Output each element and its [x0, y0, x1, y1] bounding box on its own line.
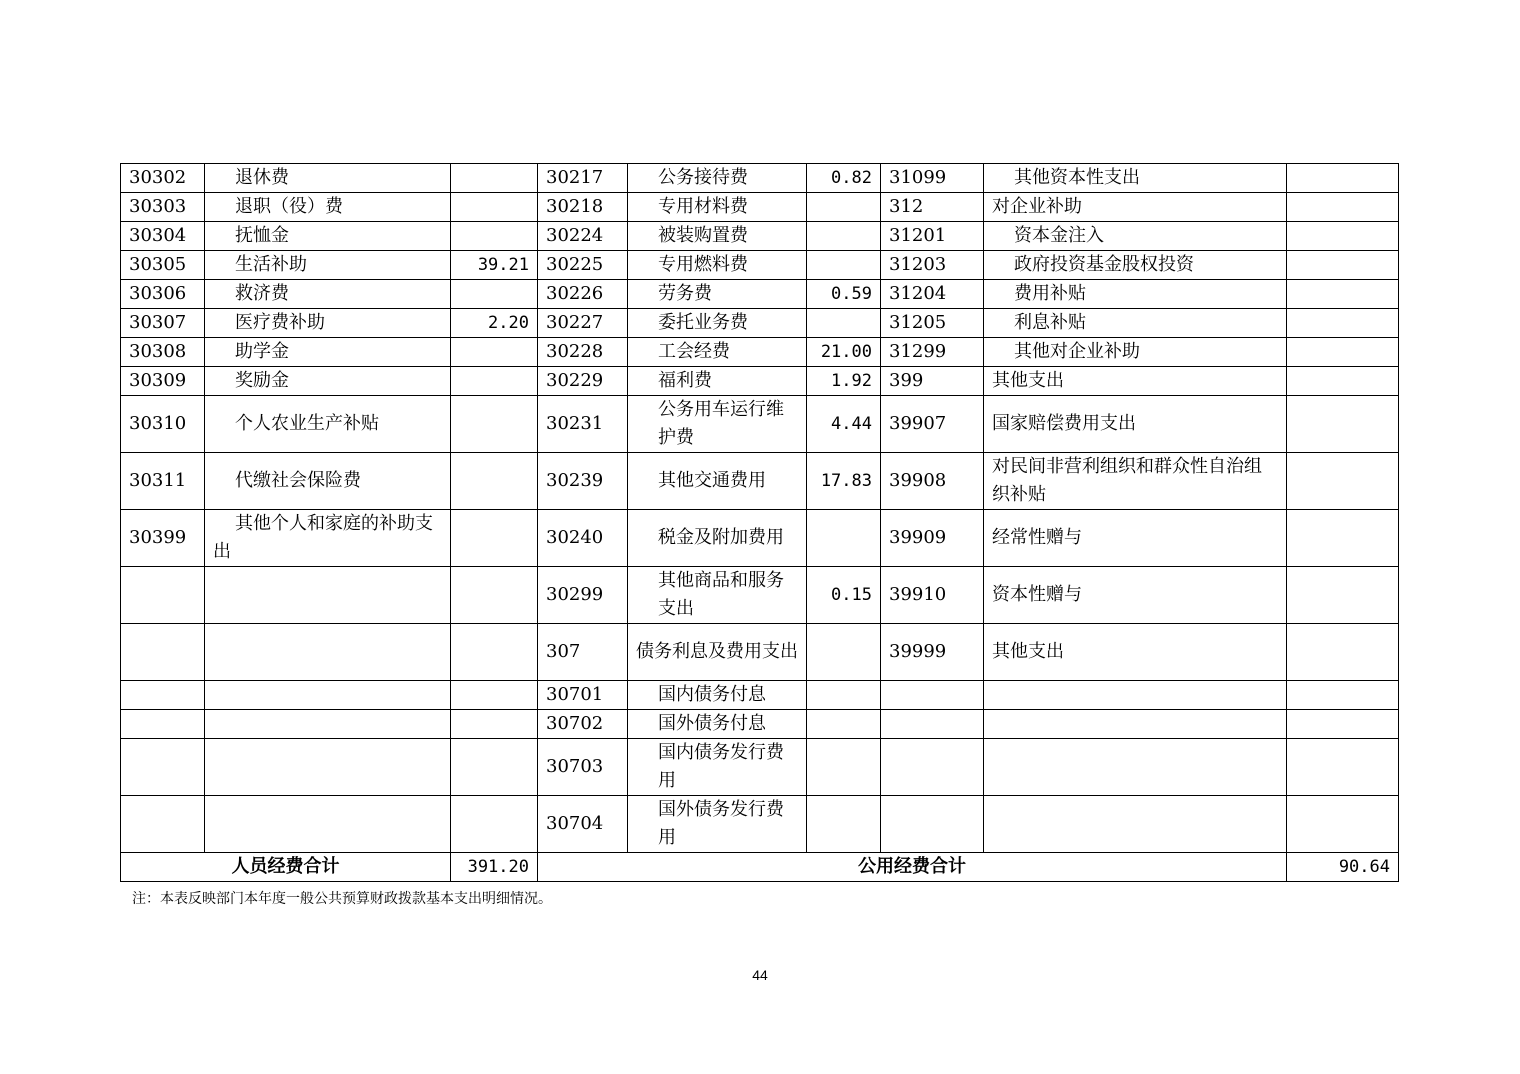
- item-amount: 0.59: [807, 280, 881, 309]
- item-amount: [451, 796, 538, 853]
- item-name: [205, 796, 451, 853]
- item-code: 30306: [121, 280, 205, 309]
- item-code: 30310: [121, 396, 205, 453]
- item-name: 生活补助: [205, 251, 451, 280]
- item-amount: [807, 222, 881, 251]
- table-row: [121, 396, 1399, 453]
- item-name: 被装购置费: [628, 222, 807, 251]
- item-amount: 17.83: [807, 453, 881, 510]
- item-code: 30229: [538, 367, 628, 396]
- table-row: [121, 453, 1399, 510]
- item-code: 31099: [881, 164, 984, 193]
- totals-row: [121, 853, 1399, 882]
- item-code: 30399: [121, 510, 205, 567]
- item-name: 国外债务付息: [628, 710, 807, 739]
- table-row: [121, 624, 1399, 681]
- item-code: 39909: [881, 510, 984, 567]
- item-amount: [451, 624, 538, 681]
- item-name: 其他资本性支出: [984, 164, 1287, 193]
- item-amount: [451, 164, 538, 193]
- table-row: [121, 739, 1399, 796]
- item-name: [984, 710, 1287, 739]
- item-code: 30239: [538, 453, 628, 510]
- item-name: 债务利息及费用支出: [628, 624, 807, 681]
- item-code: 30228: [538, 338, 628, 367]
- public-total-value: 90.64: [1287, 853, 1399, 882]
- item-code: 39907: [881, 396, 984, 453]
- item-amount: 2.20: [451, 309, 538, 338]
- item-code: 30703: [538, 739, 628, 796]
- item-code: 30307: [121, 309, 205, 338]
- item-amount: 39.21: [451, 251, 538, 280]
- item-name: [984, 796, 1287, 853]
- item-name: 退职（役）费: [205, 193, 451, 222]
- item-code: [881, 796, 984, 853]
- item-code: 30311: [121, 453, 205, 510]
- item-amount: 0.82: [807, 164, 881, 193]
- table-row: [121, 710, 1399, 739]
- item-name: [984, 681, 1287, 710]
- item-amount: [451, 510, 538, 567]
- table-row: [121, 567, 1399, 624]
- item-amount: [1287, 280, 1399, 309]
- item-amount: [1287, 164, 1399, 193]
- table-row: [121, 309, 1399, 338]
- item-name: 国外债务发行费用: [628, 796, 807, 853]
- item-amount: [451, 567, 538, 624]
- personnel-total-value: 391.20: [451, 853, 538, 882]
- item-code: 312: [881, 193, 984, 222]
- item-amount: [1287, 796, 1399, 853]
- item-amount: [1287, 510, 1399, 567]
- item-code: 30217: [538, 164, 628, 193]
- item-name: 医疗费补助: [205, 309, 451, 338]
- item-name: 其他对企业补助: [984, 338, 1287, 367]
- page-number: 44: [752, 967, 768, 983]
- item-amount: [451, 739, 538, 796]
- item-name: [205, 681, 451, 710]
- item-amount: [1287, 396, 1399, 453]
- item-code: 30305: [121, 251, 205, 280]
- budget-detail-table: [120, 163, 1399, 882]
- item-amount: [451, 193, 538, 222]
- item-amount: [807, 309, 881, 338]
- item-name: 国家赔偿费用支出: [984, 396, 1287, 453]
- item-name: 政府投资基金股权投资: [984, 251, 1287, 280]
- item-code: 399: [881, 367, 984, 396]
- item-amount: [807, 510, 881, 567]
- item-code: 31205: [881, 309, 984, 338]
- table-row: [121, 193, 1399, 222]
- item-code: 30308: [121, 338, 205, 367]
- item-name: 税金及附加费用: [628, 510, 807, 567]
- item-name: 其他交通费用: [628, 453, 807, 510]
- item-name: 公务接待费: [628, 164, 807, 193]
- item-name: 利息补贴: [984, 309, 1287, 338]
- item-amount: [807, 796, 881, 853]
- item-amount: [807, 710, 881, 739]
- item-code: 30224: [538, 222, 628, 251]
- item-code: 39910: [881, 567, 984, 624]
- item-name: 奖励金: [205, 367, 451, 396]
- item-code: 30303: [121, 193, 205, 222]
- item-amount: [1287, 367, 1399, 396]
- item-name: 工会经费: [628, 338, 807, 367]
- item-code: 39999: [881, 624, 984, 681]
- table-row: [121, 251, 1399, 280]
- item-name: 资本金注入: [984, 222, 1287, 251]
- item-name: 公务用车运行维护费: [628, 396, 807, 453]
- item-name: 专用材料费: [628, 193, 807, 222]
- table-row: [121, 280, 1399, 309]
- item-amount: 0.15: [807, 567, 881, 624]
- item-name: 助学金: [205, 338, 451, 367]
- item-amount: [807, 624, 881, 681]
- public-total-label: 公用经费合计: [538, 853, 1287, 882]
- item-code: [121, 710, 205, 739]
- item-amount: [451, 338, 538, 367]
- item-amount: [451, 710, 538, 739]
- item-name: 退休费: [205, 164, 451, 193]
- item-name: 福利费: [628, 367, 807, 396]
- item-code: 30231: [538, 396, 628, 453]
- item-amount: [807, 681, 881, 710]
- item-code: 30302: [121, 164, 205, 193]
- personnel-total-label: 人员经费合计: [121, 853, 451, 882]
- item-name: 代缴社会保险费: [205, 453, 451, 510]
- item-amount: [451, 453, 538, 510]
- item-name: 专用燃料费: [628, 251, 807, 280]
- item-name: 个人农业生产补贴: [205, 396, 451, 453]
- item-code: 31201: [881, 222, 984, 251]
- item-amount: [1287, 453, 1399, 510]
- item-code: [121, 681, 205, 710]
- item-name: 费用补贴: [984, 280, 1287, 309]
- item-amount: [807, 251, 881, 280]
- item-code: 39908: [881, 453, 984, 510]
- item-code: 30299: [538, 567, 628, 624]
- item-code: 30309: [121, 367, 205, 396]
- table-row: [121, 510, 1399, 567]
- item-amount: 1.92: [807, 367, 881, 396]
- item-amount: [807, 193, 881, 222]
- item-amount: [1287, 567, 1399, 624]
- table-row: [121, 367, 1399, 396]
- table-note: 注：本表反映部门本年度一般公共预算财政拨款基本支出明细情况。: [132, 891, 552, 907]
- item-name: 经常性赠与: [984, 510, 1287, 567]
- table-body: [121, 164, 1399, 853]
- item-amount: [1287, 251, 1399, 280]
- item-code: 31299: [881, 338, 984, 367]
- item-code: [121, 624, 205, 681]
- item-name: 国内债务发行费用: [628, 739, 807, 796]
- item-amount: [1287, 681, 1399, 710]
- item-code: 30240: [538, 510, 628, 567]
- item-amount: [451, 367, 538, 396]
- item-amount: [451, 280, 538, 309]
- item-code: [881, 710, 984, 739]
- item-name: 抚恤金: [205, 222, 451, 251]
- item-code: 30701: [538, 681, 628, 710]
- item-code: [121, 796, 205, 853]
- item-code: 30227: [538, 309, 628, 338]
- item-name: 劳务费: [628, 280, 807, 309]
- item-amount: [1287, 222, 1399, 251]
- item-code: 307: [538, 624, 628, 681]
- item-name: 委托业务费: [628, 309, 807, 338]
- item-name: [205, 624, 451, 681]
- item-amount: [1287, 309, 1399, 338]
- item-name: 其他支出: [984, 367, 1287, 396]
- item-amount: [451, 222, 538, 251]
- item-name: 资本性赠与: [984, 567, 1287, 624]
- item-amount: [1287, 624, 1399, 681]
- table-row: [121, 796, 1399, 853]
- item-amount: [1287, 193, 1399, 222]
- item-code: 31204: [881, 280, 984, 309]
- item-code: 30704: [538, 796, 628, 853]
- item-name: [205, 739, 451, 796]
- item-name: 救济费: [205, 280, 451, 309]
- table-row: [121, 338, 1399, 367]
- table-row: [121, 222, 1399, 251]
- item-amount: [451, 396, 538, 453]
- item-name: 其他商品和服务支出: [628, 567, 807, 624]
- table-row: [121, 164, 1399, 193]
- item-code: 30218: [538, 193, 628, 222]
- item-amount: [1287, 338, 1399, 367]
- item-amount: [807, 739, 881, 796]
- item-code: [121, 739, 205, 796]
- table-row: [121, 681, 1399, 710]
- item-amount: [1287, 739, 1399, 796]
- item-code: [881, 739, 984, 796]
- item-code: [121, 567, 205, 624]
- item-code: 30226: [538, 280, 628, 309]
- item-amount: 4.44: [807, 396, 881, 453]
- item-code: 30304: [121, 222, 205, 251]
- item-code: 30702: [538, 710, 628, 739]
- item-amount: [451, 681, 538, 710]
- item-name: 国内债务付息: [628, 681, 807, 710]
- item-amount: [1287, 710, 1399, 739]
- item-amount: 21.00: [807, 338, 881, 367]
- item-name: 对企业补助: [984, 193, 1287, 222]
- item-name: [984, 739, 1287, 796]
- item-name: [205, 710, 451, 739]
- item-name: [205, 567, 451, 624]
- item-name: 对民间非营利组织和群众性自治组织补贴: [984, 453, 1287, 510]
- item-code: [881, 681, 984, 710]
- item-code: 31203: [881, 251, 984, 280]
- item-name: 其他个人和家庭的补助支出: [205, 510, 451, 567]
- item-code: 30225: [538, 251, 628, 280]
- item-name: 其他支出: [984, 624, 1287, 681]
